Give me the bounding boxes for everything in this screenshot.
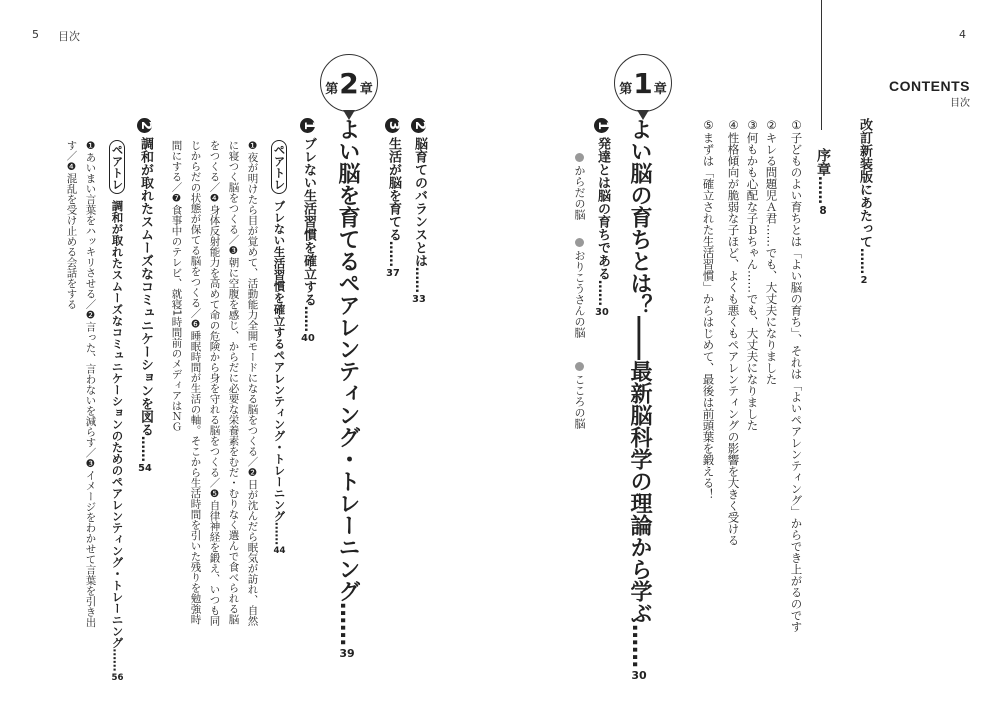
chapter2-badge xyxy=(320,54,378,112)
ch2-section2 xyxy=(137,118,152,474)
revised-note-title: 改訂新装版にあたって…… xyxy=(857,118,872,274)
training1-header xyxy=(271,140,287,556)
top-rule xyxy=(821,0,822,130)
ch2-section1 xyxy=(300,118,315,344)
training1-line-1: ❶夜が明けたら目が覚めて、活動能力全開モードになる脳をつくる／❷日が沈んだら眠気が訪れ、自然 xyxy=(246,140,259,626)
brain-item-1: からだの脳 xyxy=(573,165,586,220)
ch2-section1-page: 40 xyxy=(301,332,315,344)
chapter1-title xyxy=(628,118,650,681)
peatore-tag: ペアトレ xyxy=(271,140,287,194)
preface-page: 8 xyxy=(819,205,827,217)
preface-item-5: ⑤まずは「確立された生活習慣」からはじめて、最後は前頭葉を鍛える！ xyxy=(701,118,716,500)
chapter2-title-text: よい脳を育てるペアレンティング・トレーニング…… xyxy=(335,118,360,646)
chapter1-title-text: よい脳の育ちとは？――最新脳科学の理論から学ぶ…… xyxy=(627,118,652,668)
contents-jp: 目次 xyxy=(950,98,970,109)
left-page-number: 5 xyxy=(32,28,39,41)
bullet-dot-icon xyxy=(575,153,584,162)
bullet-dot-icon xyxy=(575,238,584,247)
ch2-section1-title: ブレない生活習慣を確立する…… xyxy=(300,136,316,332)
preface-item-3: ③何もかも心配な子Ｂちゃん……でも、大丈夫になりました xyxy=(745,118,760,431)
chapter2-title xyxy=(336,118,358,659)
training2-page: 56 xyxy=(111,672,124,683)
chapter2-page: 39 xyxy=(339,647,355,660)
section-number-icon: 1 xyxy=(594,118,609,133)
brain-list xyxy=(574,150,585,429)
ch1-section2 xyxy=(411,118,426,305)
brain-item-3: こころの脳 xyxy=(573,374,586,429)
training1-line-3: をつくる／❹身体反射能力を高めて命の危険から身を守れる脳をつくる／❺自律神経を鍛え、いつも同 xyxy=(208,140,221,626)
ch1-section3 xyxy=(385,118,400,279)
revised-note xyxy=(858,118,871,286)
contents-en: CONTENTS xyxy=(889,78,970,94)
section-number-icon: 1 xyxy=(300,118,315,133)
contents-heading xyxy=(889,78,970,109)
chapter2-badge-prefix: 第 xyxy=(325,81,339,97)
ch2-section2-page: 54 xyxy=(138,462,152,474)
preface-title-text: 序章…… xyxy=(815,148,831,204)
brain-item-2: おりこうさんの脳 xyxy=(573,250,586,338)
chapter1-page: 30 xyxy=(631,669,647,682)
section-number-icon: 2 xyxy=(137,118,152,133)
training2-line-1: ❶あいまい言葉をハッキリさせる／❷言った、言わないを減らす／❸イメージをわかせて言葉を引き出 xyxy=(84,140,97,628)
chapter1-badge-prefix: 第 xyxy=(619,81,633,97)
bullet-dot-icon xyxy=(575,362,584,371)
chapter1-section1-title: 発達とは脳の育ちである…… xyxy=(594,136,610,306)
preface-item-4: ④性格傾向が脆弱な子ほど、よくも悪くもペアレンティングの影響を大きく受ける xyxy=(726,118,741,546)
preface-item-2: ②キレる問題児Ａ君……でも、大丈夫になりました xyxy=(764,118,779,385)
ch1-section2-page: 33 xyxy=(412,293,426,305)
right-page-number: 4 xyxy=(959,28,966,41)
chapter1-section1-page: 30 xyxy=(595,306,609,318)
preface-item-1: ①子どものよい育ちとは「よい脳の育ち」、それは「よいペアレンティング」からでき上がるのです xyxy=(789,118,804,633)
left-running-head: 目次 xyxy=(58,30,80,43)
training1-line-2: に寝つく脳をつくる／❸朝に空腹を感じ、からだに必要な栄養素をむだ・むりなく選んで食べられる脳 xyxy=(227,140,240,625)
chapter1-badge-number: 1 xyxy=(633,66,653,100)
preface-title xyxy=(816,148,830,217)
training2-line-2: す／❹混乱を受け止める会話をする xyxy=(65,140,78,310)
ch1-section2-title: 脳育てのバランスとは…… xyxy=(411,136,427,293)
chapter1-badge-suffix: 章 xyxy=(653,81,667,97)
section-number-icon: 3 xyxy=(385,118,400,133)
training2-header xyxy=(109,140,125,682)
peatore-tag: ペアトレ xyxy=(109,140,125,194)
chapter2-badge-suffix: 章 xyxy=(359,81,373,97)
section-number-icon: 2 xyxy=(411,118,426,133)
chapter1-badge xyxy=(614,54,672,112)
ch1-section3-page: 37 xyxy=(386,267,400,279)
chapter1-section1 xyxy=(594,118,609,318)
revised-note-page: 2 xyxy=(860,275,868,286)
training1-line-4: じからだの状態が保てる脳をつくる／❻睡眠時間が生活の軸。そこから生活時間を引いた残りを勉強時 xyxy=(189,140,202,625)
chapter2-badge-number: 2 xyxy=(339,66,359,100)
training1-line-5: 間にする／❼食事中のテレビ、就寝1時間前のメディアはＮＧ xyxy=(170,140,183,432)
training1-page: 44 xyxy=(273,546,286,556)
ch1-section3-title: 生活が脳を育てる…… xyxy=(385,136,401,267)
training2-title: 調和が取れたスムーズなコミュニケーションのためのペアレンティング・トレーニング…… xyxy=(110,200,125,672)
training1-title: ブレない生活習慣を確立するペアレンティング・トレーニング…… xyxy=(272,200,287,545)
ch2-section2-title: 調和が取れたスムーズなコミュニケーションを図る…… xyxy=(137,136,153,462)
